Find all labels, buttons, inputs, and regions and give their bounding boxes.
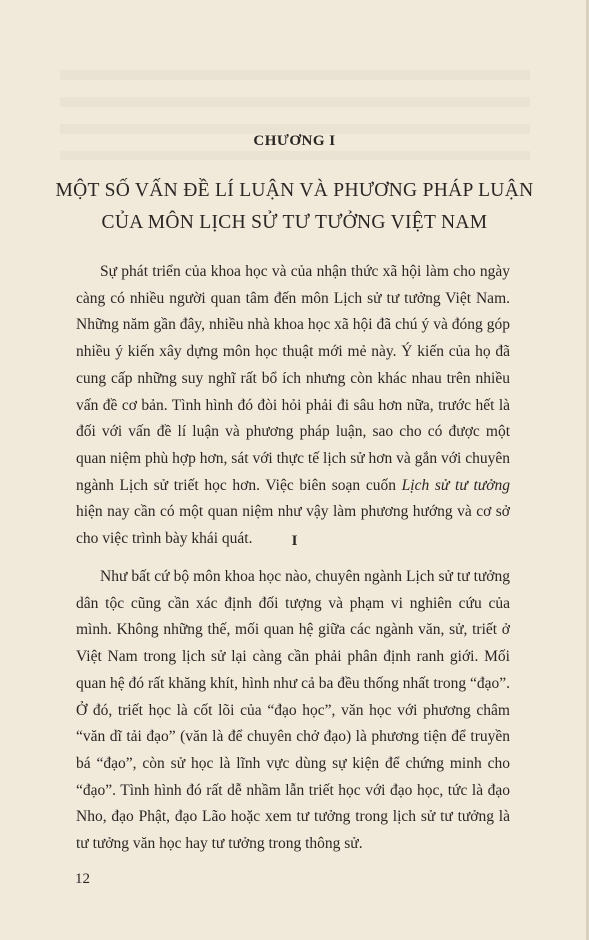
paragraph-2: Như bất cứ bộ môn khoa học nào, chuyên ngành Lịch sử tư tưởng dân tộc cũng cần xác định đối tượng và phạm vi nghiên cứu của mình. Không những thế, mối quan hệ giữa các ngành văn, sử, triết ở Việt Nam trong lịch sử lại càng cần phải phân định ranh giới. Mối quan hệ đó rất khăng khít, hình như cả ba đều thống nhất trong “đạo”. Ở đó, triết học là cốt lõi của “đạo học”, văn học với phương châm “văn dĩ tải đạo” (văn là để chuyên chở đạo) là phương tiện để truyền bá “đạo”, còn sử học là lĩnh vực dùng sự kiện để chứng minh cho “đạo”. Tình hình đó rất dễ nhầm lẫn triết học với đạo học, tức là đạo Nho, đạo Phật, đạo Lão hoặc xem tư tưởng trong lịch sử tư tưởng là tư tưởng văn học hay tư tưởng trong thông sử. — [76, 568, 510, 853]
page-number: 12 — [75, 871, 90, 887]
chapter-label: CHƯƠNG I — [253, 133, 336, 149]
book-title-italic: Lịch sử tư tưởng — [401, 476, 510, 494]
paragraph-1 — [76, 259, 510, 553]
section-heading: I — [291, 533, 298, 549]
chapter-title-line-2: CỦA MÔN LỊCH SỬ TƯ TƯỞNG VIỆT NAM — [101, 212, 488, 233]
paragraph-1-text: Sự phát triển của khoa học và của nhận thức xã hội làm cho ngày càng có nhiều người quan tâm đến môn Lịch sử tư tưởng Việt Nam. Những năm gần đây, nhiều nhà khoa học xã hội đã chú ý và đóng góp nhiều ý kiến xây dựng môn học thuật mới mẻ này. Ý kiến của họ đã cung cấp những suy nghĩ rất bổ ích nhưng còn khác nhau trên nhiều vấn đề cơ bản. Tình hình đó đòi hỏi phải đi sâu hơn nữa, trước hết là đối với vấn đề lí luận và phương pháp luận, sao cho có được một quan niệm phù hợp hơn, sát với thực tế lịch sử hơn và gắn với chuyên ngành Lịch sử triết học hơn. Việc biên soạn cuốn — [76, 263, 510, 494]
chapter-title-line-1: MỘT SỐ VẤN ĐỀ LÍ LUẬN VÀ PHƯƠNG PHÁP LUẬN — [55, 180, 534, 201]
paragraph-1-text-end: hiện nay cần có một quan niệm như vậy làm phương hướng và cơ sở cho việc trình bày khái quát. — [76, 503, 510, 548]
